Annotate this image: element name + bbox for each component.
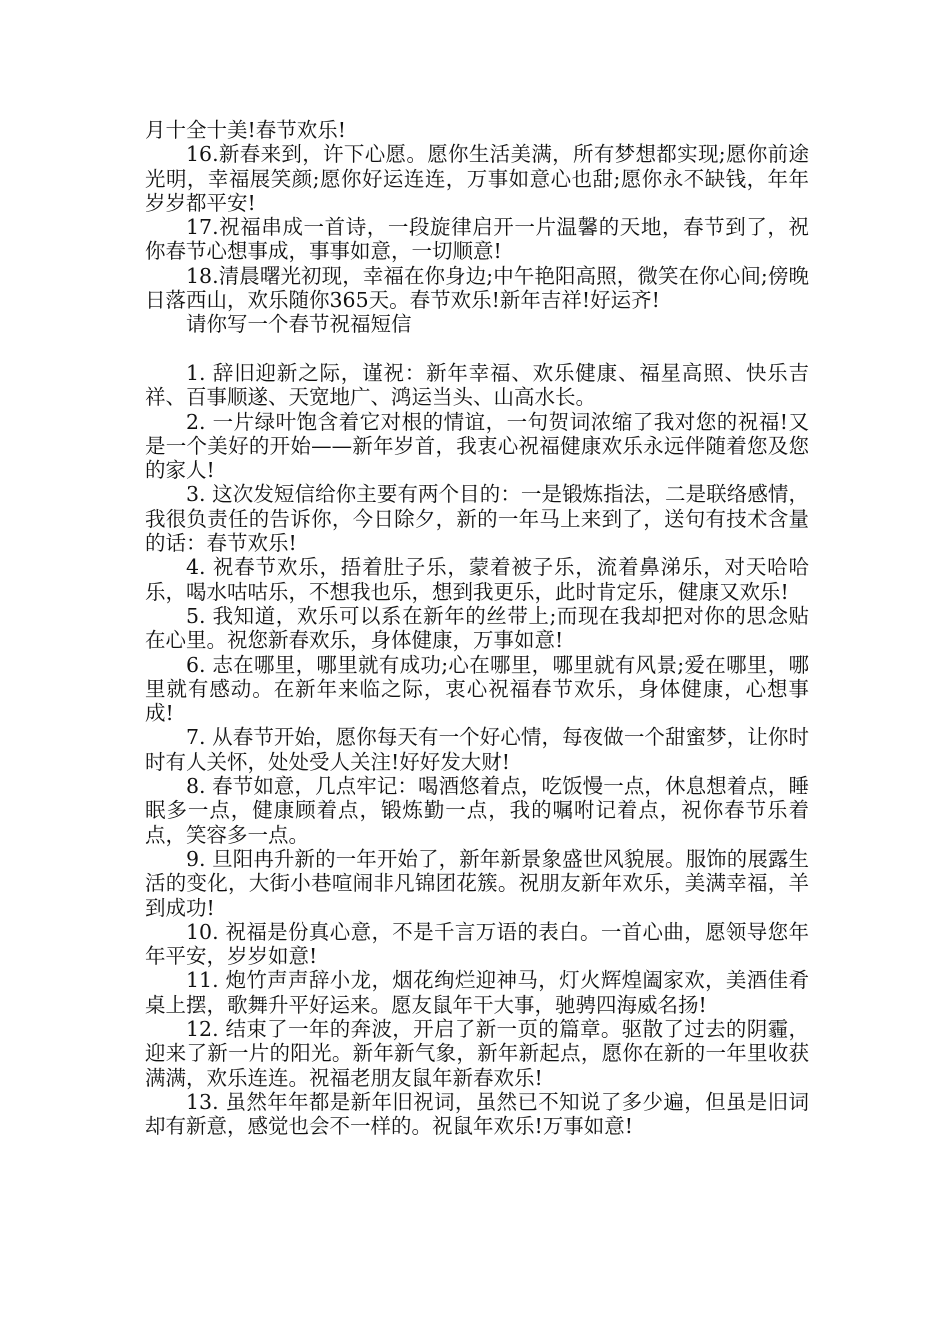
paragraph-item-8: 8. 春节如意，几点牢记：喝酒悠着点，吃饭慢一点，休息想着点，睡眠多一点，健康顾着点，锻炼勤一点，我的嘱咐记着点，祝你春节乐着点，笑容多一点。 — [145, 774, 809, 847]
paragraph-item-13: 13. 虽然年年都是新年旧祝词，虽然已不知说了多少遍，但虽是旧词却有新意，感觉也会不一样的。祝鼠年欢乐!万事如意! — [145, 1089, 809, 1139]
paragraph-item-12: 12. 结束了一年的奔波，开启了新一页的篇章。驱散了过去的阴霾，迎来了新一片的阳光。新年新气象，新年新起点，愿你在新的一年里收获满满，欢乐连连。祝福老朋友鼠年新春欢乐! — [145, 1016, 809, 1090]
paragraph-item-3: 3. 这次发短信给你主要有两个目的：一是锻炼指法，二是联络感情，我很负责任的告诉你，今日除夕，新的一年马上来到了，送句有技术含量的话：春节欢乐! — [145, 482, 809, 556]
paragraph-item-10: 10. 祝福是份真心意，不是千言万语的表白。一首心曲，愿领导您年年平安，岁岁如意! — [145, 919, 809, 969]
paragraph-wish-17: 17.祝福串成一首诗，一段旋律启开一片温馨的天地，春节到了，祝你春节心想事成，事事如意，一切顺意! — [145, 215, 809, 264]
paragraph-item-1: 1. 辞旧迎新之际，谨祝：新年幸福、欢乐健康、福星高照、快乐吉祥、百事顺遂、天宽地广、鸿运当头、山高水长。 — [145, 360, 809, 410]
paragraph-item-7: 7. 从春节开始，愿你每天有一个好心情，每夜做一个甜蜜梦，让你时时有人关怀，处处受人关注!好好发大财! — [145, 725, 809, 774]
paragraph-item-4: 4. 祝春节欢乐，捂着肚子乐，蒙着被子乐，流着鼻涕乐，对天哈哈乐，喝水咕咕乐，不想我也乐，想到我更乐，此时肯定乐，健康又欢乐! — [145, 555, 809, 604]
paragraph-item-6: 6. 志在哪里，哪里就有成功;心在哪里，哪里就有风景;爱在哪里，哪里就有感动。在新年来临之际，衷心祝福春节欢乐，身体健康，心想事成! — [145, 652, 809, 726]
section-heading: 请你写一个春节祝福短信 — [186, 312, 412, 337]
paragraph-continuation: 月十全十美!春节欢乐! — [145, 118, 346, 142]
paragraph-item-5: 5. 我知道，欢乐可以系在新年的丝带上;而现在我却把对你的思念贴在心里。祝您新春欢乐，身体健康，万事如意! — [145, 603, 809, 653]
paragraph-wish-16: 16.新春来到，许下心愿。愿你生活美满，所有梦想都实现;愿你前途光明，幸福展笑颜;愿你好运连连，万事如意心也甜;愿你永不缺钱，年年岁岁都平安! — [145, 142, 809, 215]
paragraph-wish-18: 18.清晨曙光初现，幸福在你身边;中午艳阳高照，微笑在你心间;傍晚日落西山，欢乐随你365天。春节欢乐!新年吉祥!好运齐! — [145, 263, 809, 313]
paragraph-item-9: 9. 旦阳冉升新的一年开始了，新年新景象盛世风貌展。服饰的展露生活的变化，大街小巷喧闹非凡锦团花簇。祝朋友新年欢乐，美满幸福，羊到成功! — [145, 846, 809, 920]
paragraph-item-2: 2. 一片绿叶饱含着它对根的情谊，一句贺词浓缩了我对您的祝福!又是一个美好的开始——新年岁首，我衷心祝福健康欢乐永远伴随着您及您的家人! — [145, 409, 809, 483]
document-page — [145, 118, 809, 1138]
paragraph-item-11: 11. 炮竹声声辞小龙，烟花绚烂迎神马，灯火辉煌阖家欢，美酒佳肴桌上摆，歌舞升平好运来。愿友鼠年干大事，驰骋四海威名扬! — [145, 968, 809, 1017]
